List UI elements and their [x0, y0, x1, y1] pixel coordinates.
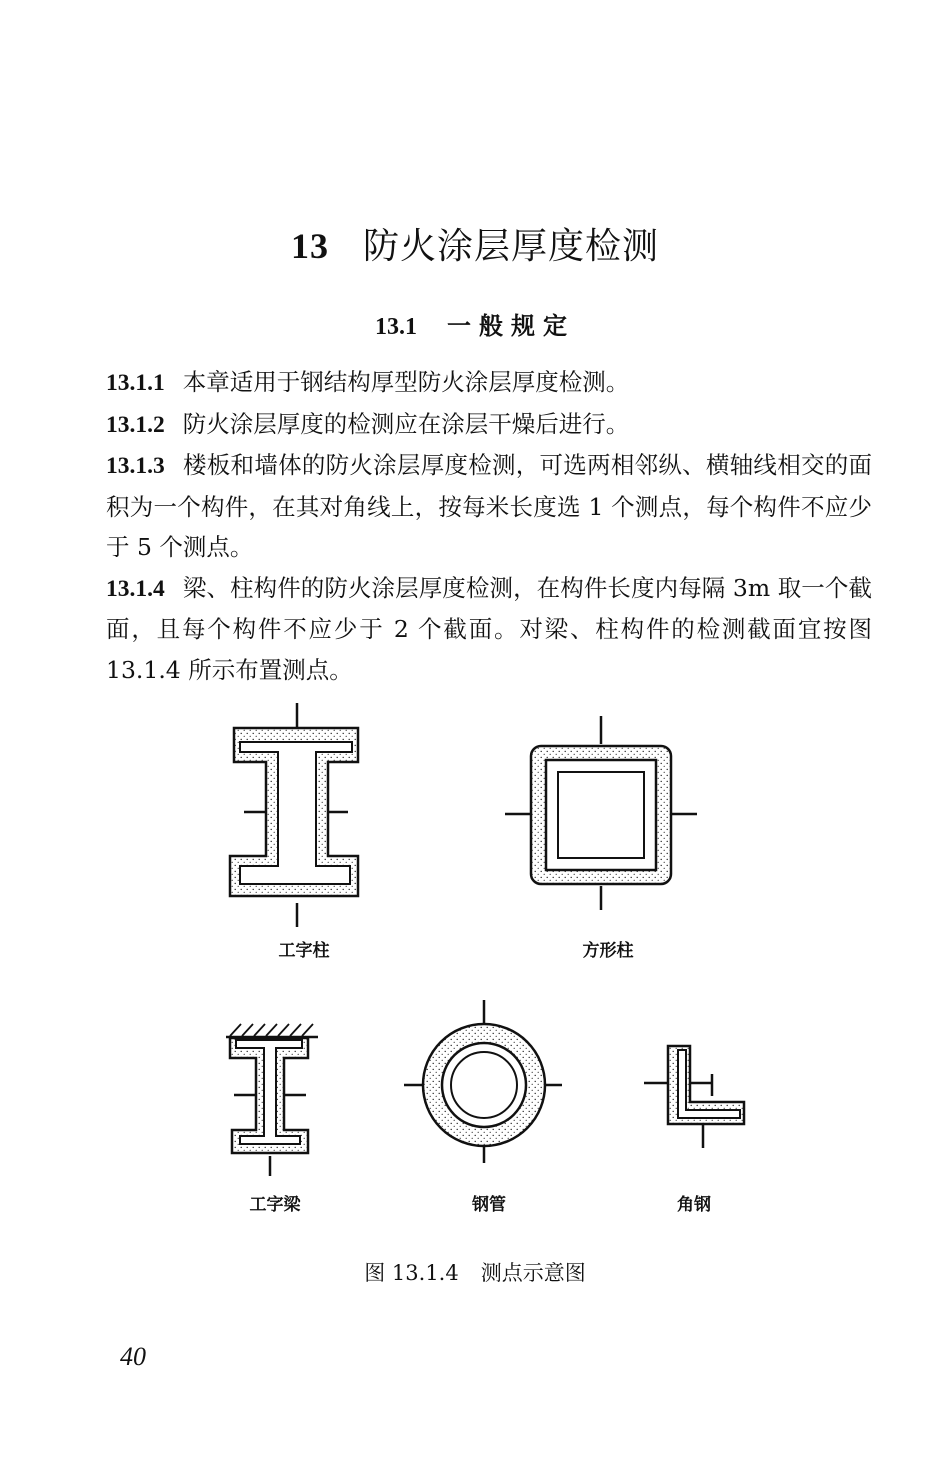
chapter-number: 13	[290, 226, 329, 266]
section-number: 13.1	[375, 314, 417, 340]
section-title-text: 一般规定	[447, 311, 575, 340]
angle-steel-drawing	[644, 1046, 744, 1148]
square-column-inner	[558, 772, 644, 858]
chapter-title-text: 防火涂层厚度检测	[362, 226, 659, 267]
clause-number: 13.1.2	[106, 411, 165, 438]
clause-text: 本章适用于钢结构厚型防火涂层厚度检测。	[182, 368, 630, 396]
clause-number: 13.1.4	[106, 575, 165, 602]
clause-text: 防火涂层厚度的检测应在涂层干燥后进行。	[182, 409, 630, 438]
label-steel-pipe: 钢管	[472, 1195, 506, 1215]
label-i-column: 工字柱	[278, 941, 330, 961]
figure-drawing	[0, 690, 950, 1250]
i-beam-drawing	[226, 1024, 318, 1176]
clause-13-1-3	[106, 445, 872, 568]
square-column-drawing	[505, 716, 697, 910]
i-column-drawing	[230, 703, 358, 927]
figure-caption-text: 测点示意图	[480, 1261, 586, 1285]
clause-text: 楼板和墙体的防火涂层厚度检测，可选两相邻纵、横轴线相交的面积为一个构件，在其对角线上，按每米长度选 1 个测点，每个构件不应少于 5 个测点。	[106, 451, 872, 561]
figure-number: 图 13.1.4	[364, 1261, 459, 1285]
body-text	[106, 362, 872, 690]
figure-caption	[0, 1257, 950, 1287]
figure-measurement-points	[0, 690, 950, 1290]
page-number: 40	[120, 1342, 146, 1371]
label-square-column: 方形柱	[582, 941, 634, 961]
section-title	[0, 306, 950, 341]
clause-number: 13.1.1	[106, 370, 165, 396]
label-angle-steel: 角钢	[677, 1195, 711, 1215]
steel-pipe-drawing	[404, 1000, 562, 1163]
chapter-title	[0, 218, 950, 269]
clause-13-1-1	[106, 362, 872, 404]
clause-13-1-4	[106, 568, 872, 691]
clause-number: 13.1.3	[106, 453, 165, 479]
clause-text: 梁、柱构件的防火涂层厚度检测，在构件长度内每隔 3m 取一个截面，且每个构件不应少于 2 个截面。对梁、柱构件的检测截面宜按图 13.1.4 所示布置测点。	[106, 573, 872, 684]
label-i-beam: 工字梁	[249, 1195, 301, 1215]
steel-pipe-bore	[451, 1052, 517, 1118]
clause-13-1-2	[106, 404, 872, 446]
